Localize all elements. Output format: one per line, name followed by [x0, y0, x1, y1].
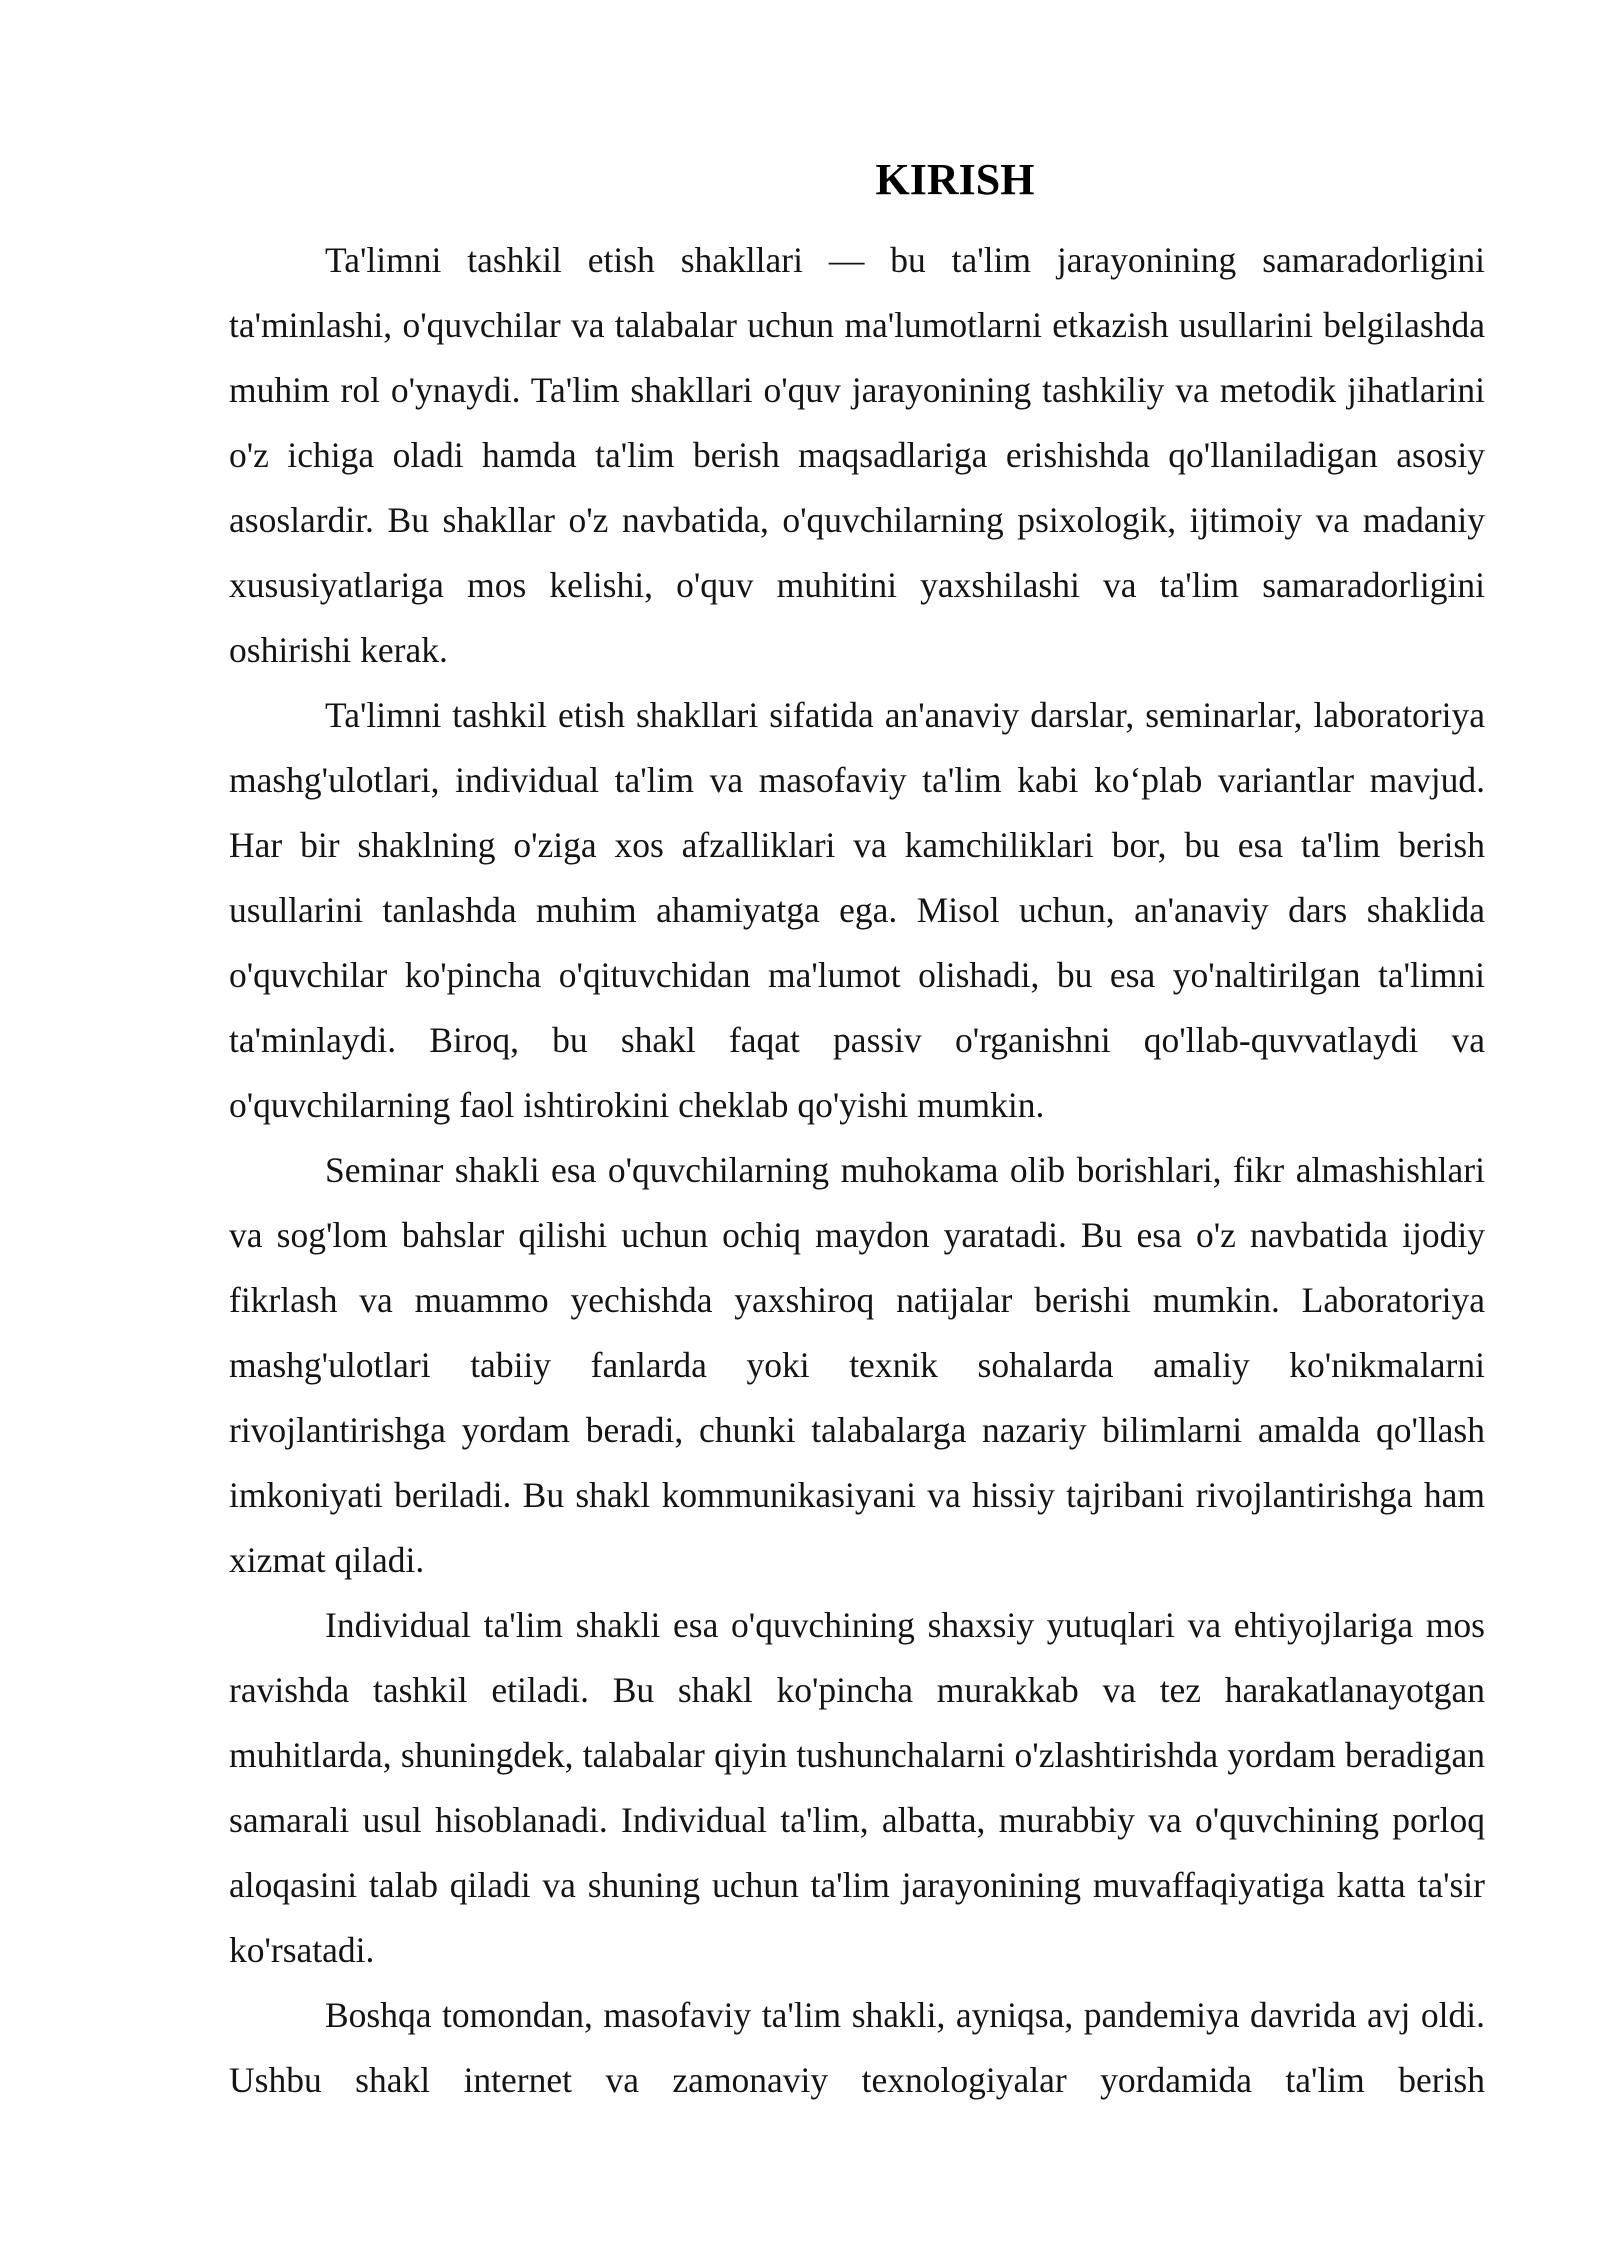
- paragraph-1: Ta'limni tashkil etish shakllari — bu ta'lim jarayonining samaradorligini ta'minlashi, o'quvchilar va talabalar uchun ma'lumotlarni etkazish usullarini belgilashda muhim rol o'ynaydi. Ta'lim shakllari o'quv jarayonining tashkiliy va metodik jihatlarini o'z ichiga oladi hamda ta'lim berish maqsadlariga erishishda qo'llaniladigan asosiy asoslardir. Bu shakllar o'z navbatida, o'quvchilarning psixologik, ijtimoiy va madaniy xususiyatlariga mos kelishi, o'quv muhitini yaxshilashi va ta'lim samaradorligini oshirishi kerak.: [229, 240, 1485, 670]
- paragraph-3: Seminar shakli esa o'quvchilarning muhokama olib borishlari, fikr almashishlari va sog'lom bahslar qilishi uchun ochiq maydon yaratadi. Bu esa o'z navbatida ijodiy fikrlash va muammo yechishda yaxshiroq natijalar berishi mumkin. Laboratoriya mashg'ulotlari tabiiy fanlarda yoki texnik sohalarda amaliy ko'nikmalarni rivojlantirishga yordam beradi, chunki talabalarga nazariy bilimlarni amalda qo'llash imkoniyati beriladi. Bu shakl kommunikasiyani va hissiy tajribani rivojlantirishga ham xizmat qiladi.: [229, 1150, 1485, 1580]
- paragraph-2: Ta'limni tashkil etish shakllari sifatida an'anaviy darslar, seminarlar, laboratoriya mashg'ulotlari, individual ta'lim va masofaviy ta'lim kabi ko‘plab variantlar mavjud. Har bir shaklning o'ziga xos afzalliklari va kamchiliklari bor, bu esa ta'lim berish usullarini tanlashda muhim ahamiyatga ega. Misol uchun, an'anaviy dars shaklida o'quvchilar ko'pincha o'qituvchidan ma'lumot olishadi, bu esa yo'naltirilgan ta'limni ta'minlaydi. Biroq, bu shakl faqat passiv o'rganishni qo'llab-quvvatlaydi va o'quvchilarning faol ishtirokini cheklab qo'yishi mumkin.: [229, 695, 1485, 1125]
- document-body: [229, 228, 1485, 2113]
- paragraph-4: Individual ta'lim shakli esa o'quvchining shaxsiy yutuqlari va ehtiyojlariga mos ravishda tashkil etiladi. Bu shakl ko'pincha murakkab va tez harakatlanayotgan muhitlarda, shuningdek, talabalar qiyin tushunchalarni o'zlashtirishda yordam beradigan samarali usul hisoblanadi. Individual ta'lim, albatta, murabbiy va o'quvchining porloq aloqasini talab qiladi va shuning uchun ta'lim jarayonining muvaffaqiyatiga katta ta'sir ko'rsatadi.: [229, 1605, 1485, 1970]
- document-title: KIRISH: [875, 155, 1035, 204]
- paragraph-5: Boshqa tomondan, masofaviy ta'lim shakli, ayniqsa, pandemiya davrida avj oldi. Ushbu shakl internet va zamonaviy texnologiyalar yordamida ta'lim berish: [229, 1995, 1485, 2100]
